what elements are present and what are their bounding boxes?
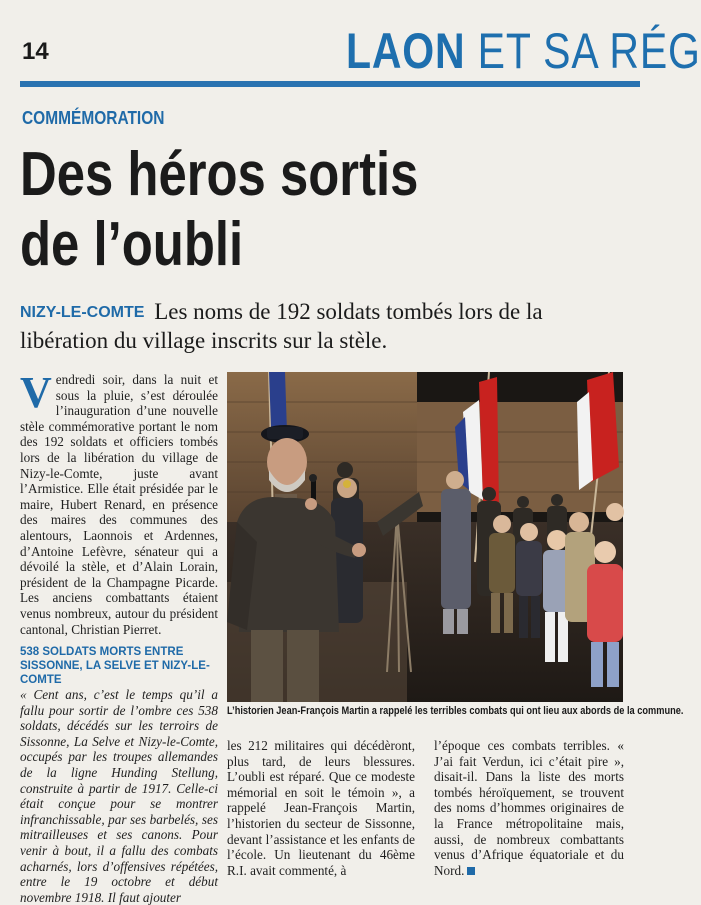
section-title-bold: LAON [346, 23, 466, 79]
end-of-article-mark [467, 867, 475, 875]
location-label: NIZY-LE-COMTE [20, 304, 145, 321]
article-kicker: COMMÉMORATION [22, 108, 165, 128]
headline-line-2: de l’oubli [20, 210, 244, 279]
photo-caption: L’historien Jean-François Martin a rappelé les terribles combats qui ont lieu aux abords de la commune. [227, 705, 684, 717]
ceremony-photo [227, 372, 623, 702]
quote-paragraph: « Cent ans, c’est le temps qu’il a fallu pour sortir de l’ombre ces 538 soldats, décédés sur les terroirs de Sissonne, La Selve et Nizy-le-Comte, occupés par les troupes allemandes de la ligne Hunding Stellung, construite à partir de 1917. Celle-ci était conçue pour se montrer infranchissable, par ses barbelés, ses mitrailleuses et ses canons. Pour venir à bout, il a fallu des combats acharnés, lors d’offensives répétées, entre le 19 octobre et début novembre 1918. Il faut ajouter [20, 687, 218, 905]
article-column-3 [434, 738, 624, 878]
intro-paragraph: endredi soir, dans la nuit et sous la pluie, s’est déroulée l’inauguration d’une nouvelle stèle commémorative portant le nom des 192 soldats et officiers tombés lors de la libération du village de Nizy-le-Comte, juste avant l’Armistice. Elle était présidée par le maire, Hubert Renard, en présence des maires des communes des alentours, Laonnois et Ardennes, d’Antoine Lefèvre, sénateur qui a dévoilé la stèle, et d’Alain Lorain, président de la Champagne Picarde. Les anciens combattants étaient venus nombreux, autour du président cantonal, Christian Pierret. [20, 372, 218, 637]
standfirst [20, 297, 630, 355]
section-header [346, 22, 701, 80]
drop-cap: V [20, 368, 52, 417]
article-column-1 [20, 368, 218, 905]
article-subtitle: 538 SOLDATS MORTS ENTRE SISSONNE, LA SELVE ET NIZY-LE-COMTE [20, 646, 210, 687]
article-photo [227, 372, 623, 702]
page-number: 14 [22, 38, 49, 65]
headline-line-1: Des héros sortis [20, 140, 419, 209]
section-title-rest: ET SA RÉG [465, 23, 701, 79]
article-column-2: les 212 militaires qui décédèront, plus tard, de leurs blessures. L’oubli est réparé. Que ce modeste mémorial en soit le témoin », a rappelé Jean-François Martin, l’historien du secteur de Sissonne, devant l’assistance et les enfants de l’école. Un lieutenant du 46ème R.I. avait commenté, à [227, 738, 415, 878]
headline [20, 140, 419, 280]
header-rule [20, 81, 640, 87]
standfirst-text: Les noms de 192 soldats tombés lors de la libération du village inscrits sur la stèle. [20, 299, 543, 353]
column-3-text: l’époque ces combats terribles. « J’ai fait Verdun, ici c’était pire », disait-il. Dans la liste des morts tombés héroïquement, se trouvent des noms d’hommes originaires de la France métropolitaine mais, aussi, de nombreux combattants venus d’Afrique équatoriale et du Nord. [434, 738, 624, 878]
